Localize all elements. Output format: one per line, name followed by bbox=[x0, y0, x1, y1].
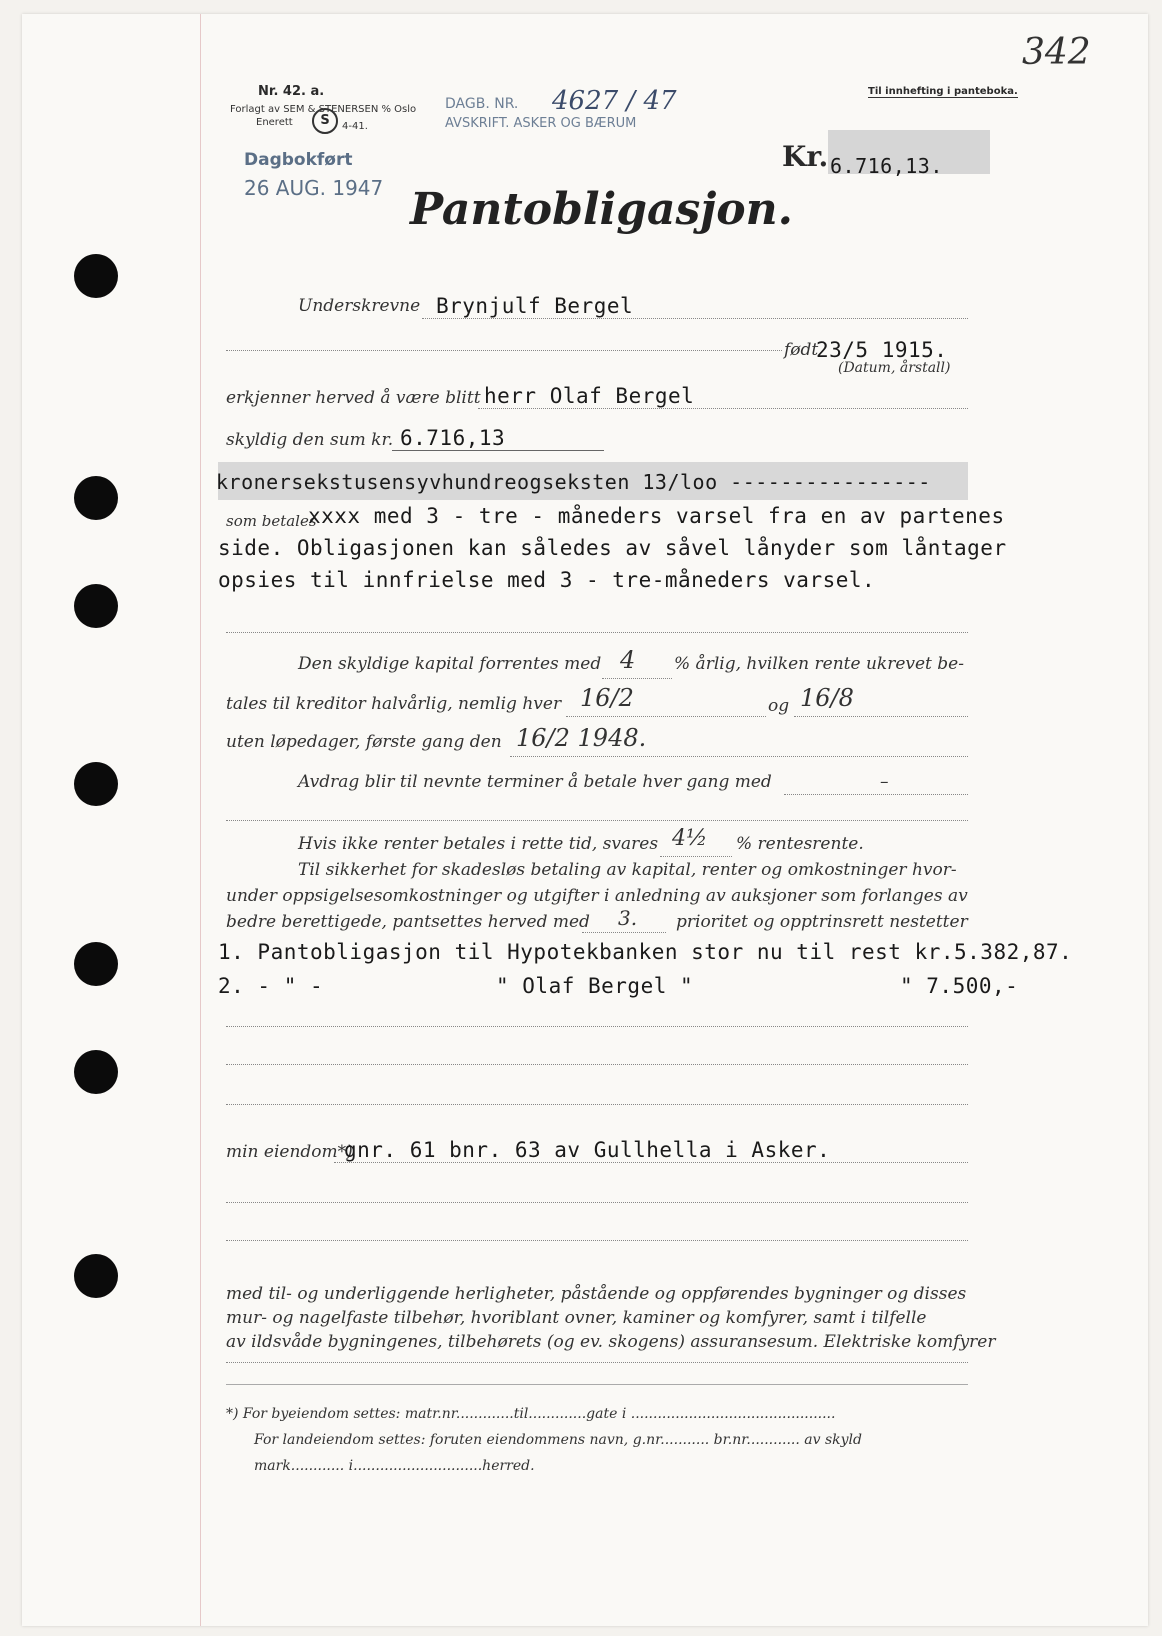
fill-line bbox=[794, 716, 968, 717]
born-label: født bbox=[784, 340, 819, 360]
form-date: 4-41. bbox=[342, 121, 368, 132]
avskrift-stamp: AVSKRIFT. ASKER OG BÆRUM bbox=[445, 116, 637, 131]
interest-suffix: % årlig, hvilken rente ukrevet be- bbox=[674, 654, 964, 674]
fill-line bbox=[226, 1202, 968, 1203]
punch-hole bbox=[74, 254, 118, 298]
late-suffix: % rentesrente. bbox=[736, 834, 864, 854]
fill-line bbox=[510, 756, 968, 757]
owes-label: skyldig den sum kr. bbox=[226, 430, 394, 450]
pay-date-1: 16/2 bbox=[580, 684, 634, 712]
born-date: 23/5 1915. bbox=[816, 338, 948, 362]
prior-mortgage-1: 1. Pantobligasjon til Hypotekbanken stor nu til rest kr.5.382,87. bbox=[218, 940, 1073, 964]
property-description: gnr. 61 bnr. 63 av Gullhella i Asker. bbox=[344, 1138, 831, 1162]
interest-label: Den skyldige kapital forrentes med bbox=[298, 654, 602, 674]
fill-line bbox=[226, 1026, 968, 1027]
document-page bbox=[22, 14, 1148, 1626]
late-rate: 4½ bbox=[672, 826, 708, 851]
interest-rate: 4 bbox=[620, 646, 636, 674]
publisher-line: Forlagt av SEM & STENERSEN % Oslo bbox=[230, 104, 417, 115]
fill-line bbox=[392, 450, 604, 451]
punch-hole bbox=[74, 1254, 118, 1298]
prior-mortgage-2b: " Olaf Bergel " bbox=[496, 974, 694, 998]
fill-line bbox=[226, 1104, 968, 1105]
punch-hole bbox=[74, 1050, 118, 1094]
received-stamp-label: Dagbokført bbox=[244, 150, 353, 170]
fill-line bbox=[226, 820, 968, 821]
first-time-label: uten løpedager, første gang den bbox=[226, 732, 502, 752]
born-hint: (Datum, årstall) bbox=[838, 360, 951, 376]
security-line-3b: prioritet og opptrinsrett nestetter bbox=[676, 912, 968, 932]
fill-line bbox=[226, 1362, 968, 1363]
rights-line-3: av ildsvåde bygningenes, tilbehørets (og ev. skogens) assuransesum. Elektriske komfyrer bbox=[226, 1332, 996, 1352]
fill-line bbox=[226, 1064, 968, 1065]
received-date: 26 AUG. 1947 bbox=[244, 176, 384, 200]
publisher-enerett: Enerett bbox=[256, 117, 293, 128]
footnote-line-1: *) For byeiendom settes: matr.nr.............til.............gate i .............................................. bbox=[226, 1406, 836, 1422]
pay-to-label: tales til kreditor halvårlig, nemlig hver bbox=[226, 694, 562, 714]
late-label: Hvis ikke renter betales i rette tid, svares bbox=[298, 834, 659, 854]
punch-hole bbox=[74, 942, 118, 986]
fill-line bbox=[566, 716, 766, 717]
binding-note: Til innhefting i panteboka. bbox=[868, 86, 1018, 97]
dagbok-stamp: DAGB. NR. bbox=[445, 96, 519, 112]
payment-terms-3: opsies til innfrielse med 3 - tre-måneders varsel. bbox=[218, 568, 876, 592]
fill-line bbox=[226, 1240, 968, 1241]
footnote-line-3: mark............ i.............................herred. bbox=[254, 1458, 535, 1474]
fill-line bbox=[660, 856, 732, 857]
undersigned-label: Underskrevne bbox=[298, 296, 421, 316]
fill-line bbox=[226, 350, 782, 351]
installment-value: – bbox=[880, 772, 889, 792]
creditor-name: herr Olaf Bergel bbox=[484, 384, 695, 408]
payment-label: som betales bbox=[226, 512, 317, 530]
rights-line-2: mur- og nagelfaste tilbehør, hvoriblant ovner, kaminer og komfyrer, samt i tilfelle bbox=[226, 1308, 927, 1328]
fill-line bbox=[784, 794, 968, 795]
kr-amount: 6.716,13. bbox=[830, 154, 943, 178]
security-line-1: Til sikkerhet for skadesløs betaling av kapital, renter og omkostninger hvor- bbox=[298, 860, 957, 880]
payment-terms-1: xxxx med 3 - tre - måneders varsel fra en av partenes bbox=[308, 504, 1005, 528]
page-number: 342 bbox=[1022, 32, 1091, 73]
punch-hole bbox=[74, 476, 118, 520]
rights-line-1: med til- og underliggende herligheter, påstående og oppførendes bygninger og disses bbox=[226, 1284, 967, 1304]
kr-label: Kr. bbox=[782, 140, 829, 173]
footnote-line-2: For landeiendom settes: foruten eiendommens navn, g.nr........... br.nr............ av skyld bbox=[254, 1432, 862, 1448]
footnote-rule bbox=[226, 1384, 968, 1385]
prior-mortgage-2c: " 7.500,- bbox=[900, 974, 1019, 998]
priority-number: 3. bbox=[618, 906, 638, 930]
owed-sum: 6.716,13 bbox=[400, 426, 506, 450]
security-line-3a: bedre berettigede, pantsettes herved med bbox=[226, 912, 590, 932]
security-line-2: under oppsigelsesomkostninger og utgifter i anledning av auksjoner som forlanges av bbox=[226, 886, 968, 906]
payment-terms-2: side. Obligasjonen kan således av såvel lånyder som låntager bbox=[218, 536, 1007, 560]
publisher-logo: S bbox=[312, 108, 338, 134]
sum-in-words: kronersekstusensyvhundreogseksten 13/loo ---------------- bbox=[216, 470, 931, 494]
document-title: Pantobligasjon. bbox=[410, 184, 793, 235]
fill-line bbox=[226, 632, 968, 633]
acknowledge-label: erkjenner herved å være blitt bbox=[226, 388, 481, 408]
fill-line bbox=[602, 678, 672, 679]
installment-label: Avdrag blir til nevnte terminer å betale hver gang med bbox=[298, 772, 772, 792]
fill-line bbox=[582, 932, 666, 933]
property-label: min eiendom*) bbox=[226, 1142, 353, 1162]
undersigned-name: Brynjulf Bergel bbox=[436, 294, 634, 318]
og-label: og bbox=[768, 696, 790, 716]
first-time-date: 16/2 1948. bbox=[516, 724, 647, 752]
dagbok-number: 4627 / 47 bbox=[552, 86, 677, 116]
punch-hole bbox=[74, 584, 118, 628]
margin-rule bbox=[200, 14, 201, 1626]
pay-date-2: 16/8 bbox=[800, 684, 854, 712]
fill-line bbox=[334, 1162, 968, 1163]
fill-line bbox=[422, 318, 968, 319]
fill-line bbox=[478, 408, 968, 409]
punch-hole bbox=[74, 762, 118, 806]
prior-mortgage-2a: 2. - " - bbox=[218, 974, 324, 998]
form-number: Nr. 42. a. bbox=[258, 84, 325, 99]
